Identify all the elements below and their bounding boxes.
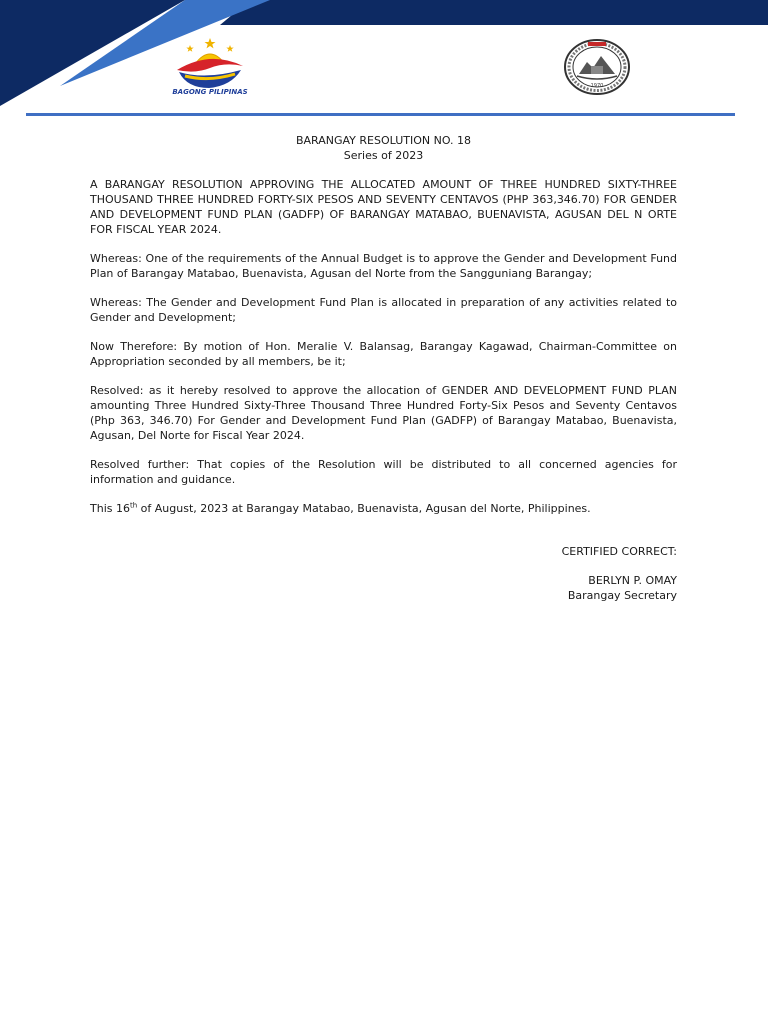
now-therefore-clause: Now Therefore: By motion of Hon. Meralie V. Balansag, Barangay Kagawad, Chairman-Committee on Appropriation seconded by all members, be it;	[90, 340, 677, 368]
date-rest: of August, 2023 at Barangay Matabao, Buenavista, Agusan del Norte, Philippines.	[137, 502, 591, 515]
bagong-pilipinas-logo	[165, 36, 255, 102]
logo-caption: BAGONG PILIPINAS	[172, 88, 248, 96]
certification-block	[90, 530, 677, 603]
resolved-further-clause: Resolved further: That copies of the Resolution will be distributed to all concerned agencies for information and guidance.	[90, 458, 677, 486]
signatory-name: BERLYN P. OMAY	[588, 574, 677, 587]
whereas-clause-2: Whereas: The Gender and Development Fund Plan is allocated in preparation of any activities related to Gender and Development;	[90, 296, 677, 324]
date-prefix: This 16	[90, 502, 130, 515]
resolution-series: Series of 2023	[343, 149, 424, 162]
date-line	[90, 501, 677, 516]
certified-correct-label: CERTIFIED CORRECT:	[561, 545, 677, 558]
navy-top-bar	[220, 0, 768, 25]
barangay-seal	[563, 38, 631, 96]
resolution-document	[90, 133, 677, 603]
resolved-clause: Resolved: as it hereby resolved to approve the allocation of GENDER AND DEVELOPMENT FUND PLAN amounting Three Hundred Sixty-Three Thousand Three Hundred Forty-Six Pesos and Seventy Centavos (Php 363, 346.70) For Gender and Development Fund Plan (GADFP) of Barangay Matabao, Buenavista, Agusan, Del Norte for Fiscal Year 2024.	[90, 384, 677, 442]
signatory-position: Barangay Secretary	[567, 589, 677, 602]
date-ordinal-suffix: th	[129, 501, 138, 510]
navy-corner-shape	[0, 0, 185, 106]
letterhead-banner	[0, 0, 768, 120]
whereas-clause-1: Whereas: One of the requirements of the Annual Budget is to approve the Gender and Development Fund Plan of Barangay Matabao, Buenavista, Agusan del Norte from the Sangguniang Barangay;	[90, 252, 677, 280]
header-rule	[26, 113, 735, 116]
resolution-intro: A BARANGAY RESOLUTION APPROVING THE ALLOCATED AMOUNT OF THREE HUNDRED SIXTY-THREE THOUSAND THREE HUNDRED FORTY-SIX PESOS AND SEVENTY CENTAVOS (PHP 363,346.70) FOR GENDER AND DEVELOPMENT FUND PLAN (GADFP) OF BARANGAY MATABAO, BUENAVISTA, AGUSAN DEL N ORTE FOR FISCAL YEAR 2024.	[90, 178, 677, 236]
letterhead	[0, 0, 768, 120]
seal-year: 1970	[590, 83, 604, 89]
resolution-title: BARANGAY RESOLUTION NO. 18	[295, 134, 472, 147]
